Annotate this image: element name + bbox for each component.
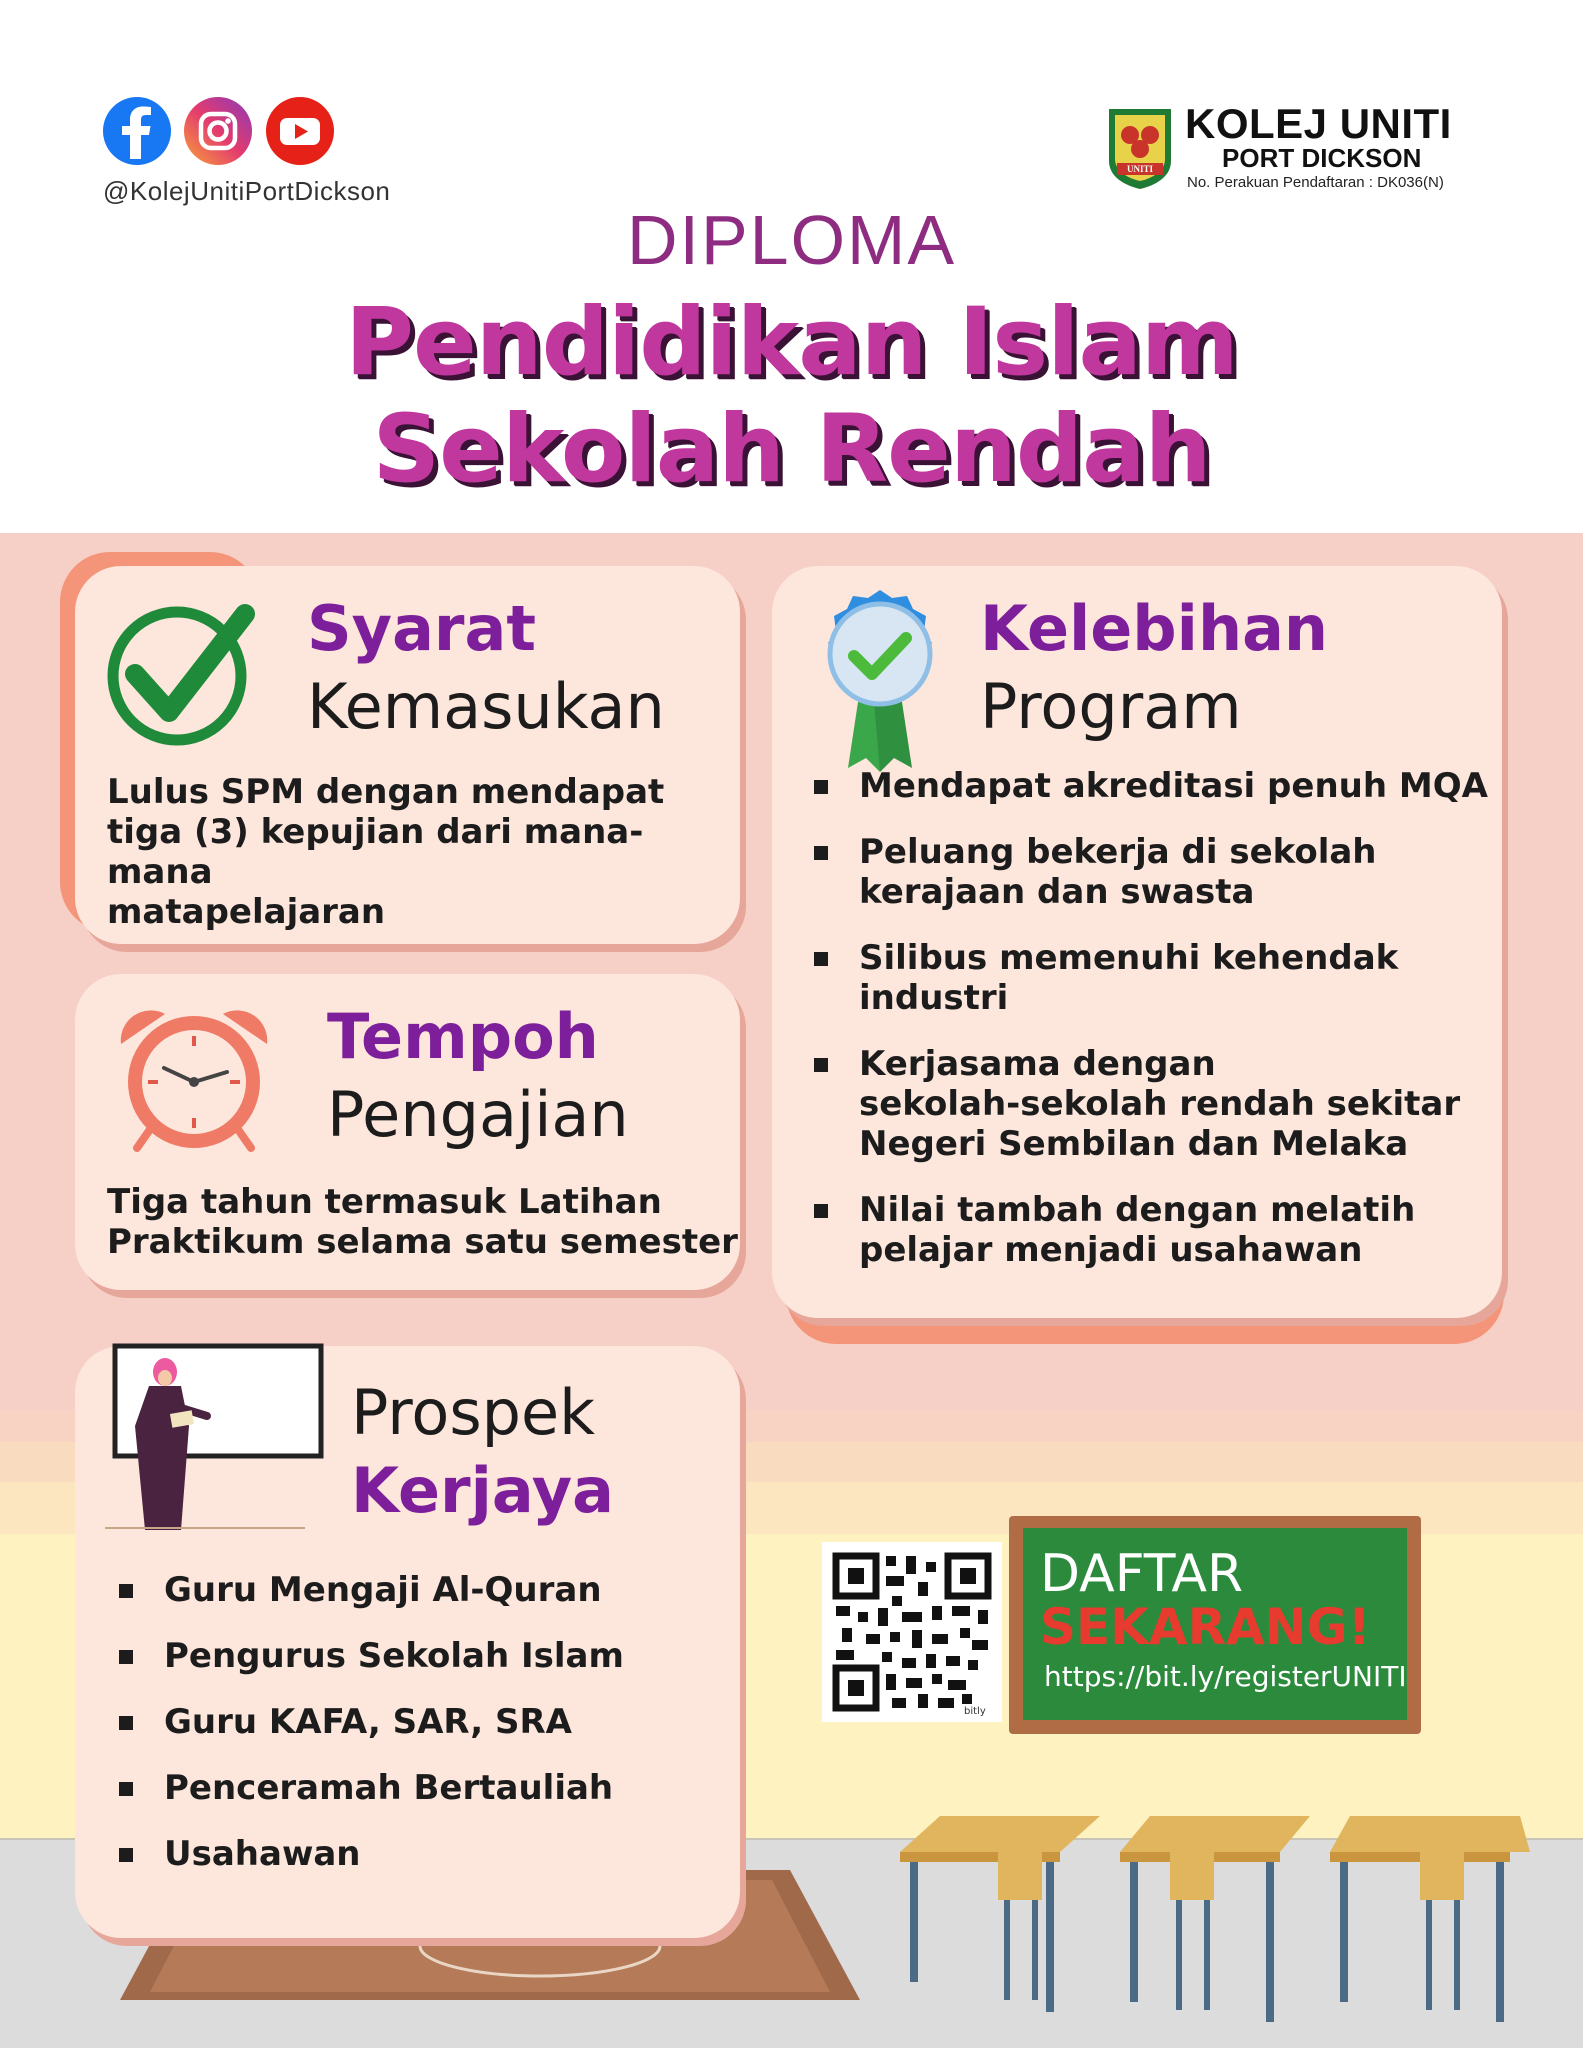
- card-syarat-kemasukan: [75, 566, 740, 944]
- badge-check-icon: [810, 582, 950, 782]
- list-item-line: Kerjasama dengan: [859, 1044, 1216, 1084]
- card-tempoh-pengajian: [75, 974, 740, 1290]
- qr-code[interactable]: [822, 1542, 1002, 1722]
- list-item-line: sekolah-sekolah rendah sekitar: [859, 1084, 1461, 1124]
- logo-subtitle: PORT DICKSON: [1222, 143, 1422, 173]
- classroom-desks: [880, 1800, 1540, 2040]
- tempoh-heading-bold: Tempoh: [327, 1000, 599, 1073]
- list-item: Guru KAFA, SAR, SRA: [119, 1702, 719, 1742]
- alarm-clock-icon: [109, 996, 279, 1156]
- prospek-heading-light: Prospek: [351, 1376, 596, 1449]
- syarat-body: [107, 772, 740, 932]
- list-item: Guru Mengaji Al-Quran: [119, 1570, 719, 1610]
- registration-number: No. Perakuan Pendaftaran : DK036(N): [1187, 174, 1444, 191]
- list-item-line: Nilai tambah dengan melatih: [859, 1190, 1416, 1230]
- crest-icon: [1105, 105, 1175, 191]
- prospek-heading-bold: Kerjaya: [351, 1454, 615, 1527]
- cta-sekarang: SEKARANG!: [1040, 1598, 1371, 1656]
- card-prospek-kerjaya: [75, 1346, 740, 1938]
- instagram-icon[interactable]: [184, 97, 252, 165]
- syarat-line: matapelajaran: [107, 892, 386, 932]
- syarat-heading-light: Kemasukan: [307, 670, 665, 743]
- page-title-line1: Pendidikan Islam: [345, 288, 1238, 397]
- list-item-line: Negeri Sembilan dan Melaka: [859, 1124, 1409, 1164]
- list-item: [814, 766, 1494, 806]
- list-item: [814, 1044, 1494, 1164]
- list-item: [814, 1190, 1494, 1270]
- syarat-line: Lulus SPM dengan mendapat: [107, 772, 665, 812]
- list-item-line: Silibus memenuhi kehendak: [859, 938, 1399, 978]
- youtube-icon[interactable]: [266, 97, 334, 165]
- list-item: [814, 832, 1494, 912]
- list-item-line: kerajaan dan swasta: [859, 872, 1255, 912]
- kelebihan-heading-bold: Kelebihan: [980, 592, 1329, 665]
- list-item: Pengurus Sekolah Islam: [119, 1636, 719, 1676]
- tempoh-line: Tiga tahun termasuk Latihan: [107, 1182, 662, 1222]
- list-item-line: pelajar menjadi usahawan: [859, 1230, 1363, 1270]
- card-kelebihan-program: [772, 566, 1502, 1318]
- page-title-line2: Sekolah Rendah: [372, 395, 1211, 504]
- list-item: Usahawan: [119, 1834, 719, 1874]
- crest-text: UNITI: [1126, 164, 1153, 174]
- tempoh-line: Praktikum selama satu semester: [107, 1222, 738, 1262]
- kelebihan-heading-light: Program: [980, 670, 1242, 743]
- social-handle[interactable]: @KolejUnitiPortDickson: [103, 176, 391, 206]
- syarat-heading-bold: Syarat: [307, 592, 536, 665]
- facebook-icon[interactable]: [103, 97, 171, 165]
- list-item-line: Peluang bekerja di sekolah: [859, 832, 1377, 872]
- logo-name: KOLEJ UNITI: [1185, 100, 1452, 147]
- checkmark-icon: [105, 596, 255, 746]
- register-link[interactable]: https://bit.ly/registerUNITI: [1044, 1660, 1407, 1693]
- tempoh-heading-light: Pengajian: [327, 1078, 629, 1151]
- cta-daftar: DAFTAR: [1040, 1544, 1244, 1604]
- syarat-line: tiga (3) kepujian dari mana-mana: [107, 812, 644, 892]
- tempoh-body: [107, 1182, 738, 1262]
- prospek-list: [119, 1570, 719, 1874]
- list-item-line: Mendapat akreditasi penuh MQA: [859, 766, 1488, 806]
- qr-mark: bitly: [964, 1706, 986, 1717]
- teacher-illustration: [105, 1338, 325, 1538]
- list-item-line: industri: [859, 978, 1009, 1018]
- list-item: Penceramah Bertauliah: [119, 1768, 719, 1808]
- list-item: [814, 938, 1494, 1018]
- title-kicker: DIPLOMA: [626, 201, 957, 279]
- kelebihan-list: [814, 766, 1494, 1270]
